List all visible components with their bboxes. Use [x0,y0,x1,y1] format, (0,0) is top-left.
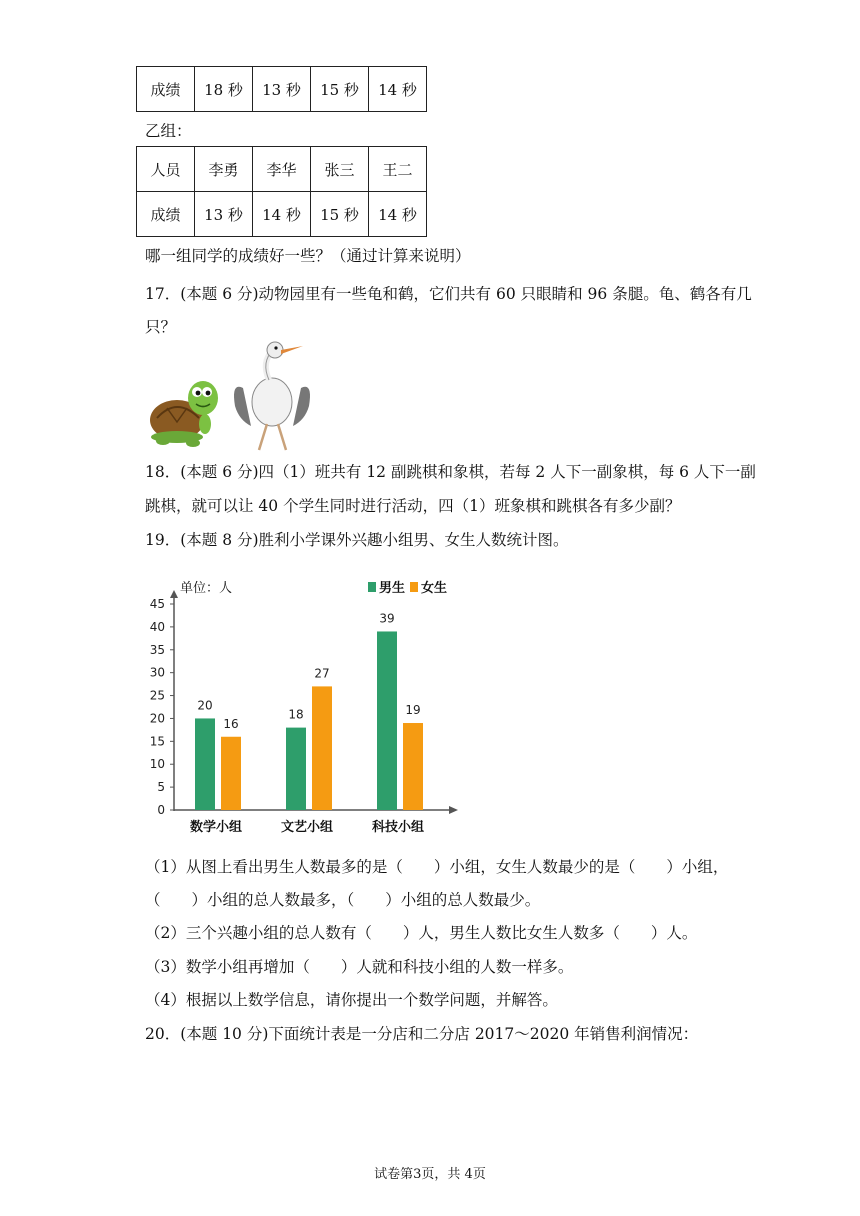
table-cell: 王二 [369,147,427,192]
table-cell: 15 秒 [311,192,369,237]
data-label: 18 [288,707,304,722]
data-label: 16 [223,716,239,731]
table-cell: 18 秒 [195,67,253,112]
turtle-icon [150,381,218,447]
table-b-label: 乙组： [145,122,192,140]
table-cell: 14 秒 [369,67,427,112]
y-tick-label: 0 [157,803,165,817]
table-cell: 14 秒 [253,192,311,237]
q19-sub1a: （1）从图上看出男生人数最多的是（ ）小组，女生人数最少的是（ ）小组， [145,858,729,876]
y-axis-arrow [170,590,178,598]
bar-girls [312,686,332,810]
table-cell: 成绩 [137,67,195,112]
q19-title: 19．(本题 8 分)胜利小学课外兴趣小组男、女生人数统计图。 [145,531,569,549]
table-cell: 14 秒 [369,192,427,237]
q20-title: 20．(本题 10 分)下面统计表是一分店和二分店 2017～2020 年销售利润情况： [145,1025,699,1043]
q19-sub3: （3）数学小组再增加（ ）人就和科技小组的人数一样多。 [145,958,574,976]
legend [368,580,447,596]
bar-girls [403,723,423,810]
legend-label: 男生 [379,581,406,596]
bar-chart [140,568,465,840]
table-row [137,67,427,112]
y-tick-label: 20 [149,711,165,726]
page-footer: 试卷第3页，共 4页 [374,1167,486,1182]
table-b [136,146,427,237]
legend-swatch [410,582,418,592]
table-row [137,192,427,237]
x-axis-arrow [449,806,458,814]
legend-label: 女生 [421,581,448,596]
data-label: 20 [197,698,213,713]
data-label: 27 [314,666,330,681]
y-tick-label: 30 [149,665,165,680]
table-cell: 人员 [137,147,195,192]
table-cell: 13 秒 [195,192,253,237]
q16-question: 哪一组同学的成绩好一些？（通过计算来说明） [145,247,471,265]
bar-boys [377,631,397,810]
y-tick-label: 10 [149,757,165,772]
y-tick-label: 35 [149,642,165,657]
y-tick-label: 5 [157,780,165,795]
y-tick-label: 25 [149,688,165,703]
y-tick-label: 45 [149,597,165,611]
q19-sub4: （4）根据以上数学信息，请你提出一个数学问题，并解答。 [145,991,558,1009]
q19-sub2: （2）三个兴趣小组的总人数有（ ）人，男生人数比女生人数多（ ）人。 [145,924,698,942]
table-cell: 成绩 [137,192,195,237]
data-label: 39 [379,611,395,626]
y-axis [150,590,178,817]
table-cell: 13 秒 [253,67,311,112]
crane-icon [234,342,310,450]
table-cell: 张三 [311,147,369,192]
table-cell: 李华 [253,147,311,192]
q19-sub1b: （ ）小组的总人数最多，（ ）小组的总人数最少。 [145,891,541,909]
y-tick-label: 40 [149,619,165,634]
q18-line1: 18．(本题 6 分)四（1）班共有 12 副跳棋和象棋，若每 2 人下一副象棋，每 6 人下一副 [145,463,756,481]
table-cell: 李勇 [195,147,253,192]
q18-line2: 跳棋，就可以让 40 个学生同时进行活动，四（1）班象棋和跳棋各有多少副？ [145,497,681,515]
x-category-label: 科技小组 [371,820,425,835]
bars [195,611,423,810]
y-tick-label: 15 [149,734,165,749]
unit-label: 单位：人 [180,581,233,596]
table-a [136,66,427,112]
bar-boys [195,718,215,810]
bar-boys [286,728,306,810]
x-category-label: 数学小组 [189,820,243,835]
turtle-crane-illustration [145,340,330,452]
q17-line1: 17．(本题 6 分)动物园里有一些龟和鹤，它们共有 60 只眼睛和 96 条腿。龟、鹤各有几 [145,285,752,303]
x-category-label: 文艺小组 [280,820,334,835]
table-row [137,147,427,192]
legend-swatch [368,582,376,592]
x-axis [174,806,458,835]
table-cell: 15 秒 [311,67,369,112]
q17-line2: 只？ [145,318,177,336]
data-label: 19 [405,703,421,718]
bar-girls [221,737,241,810]
